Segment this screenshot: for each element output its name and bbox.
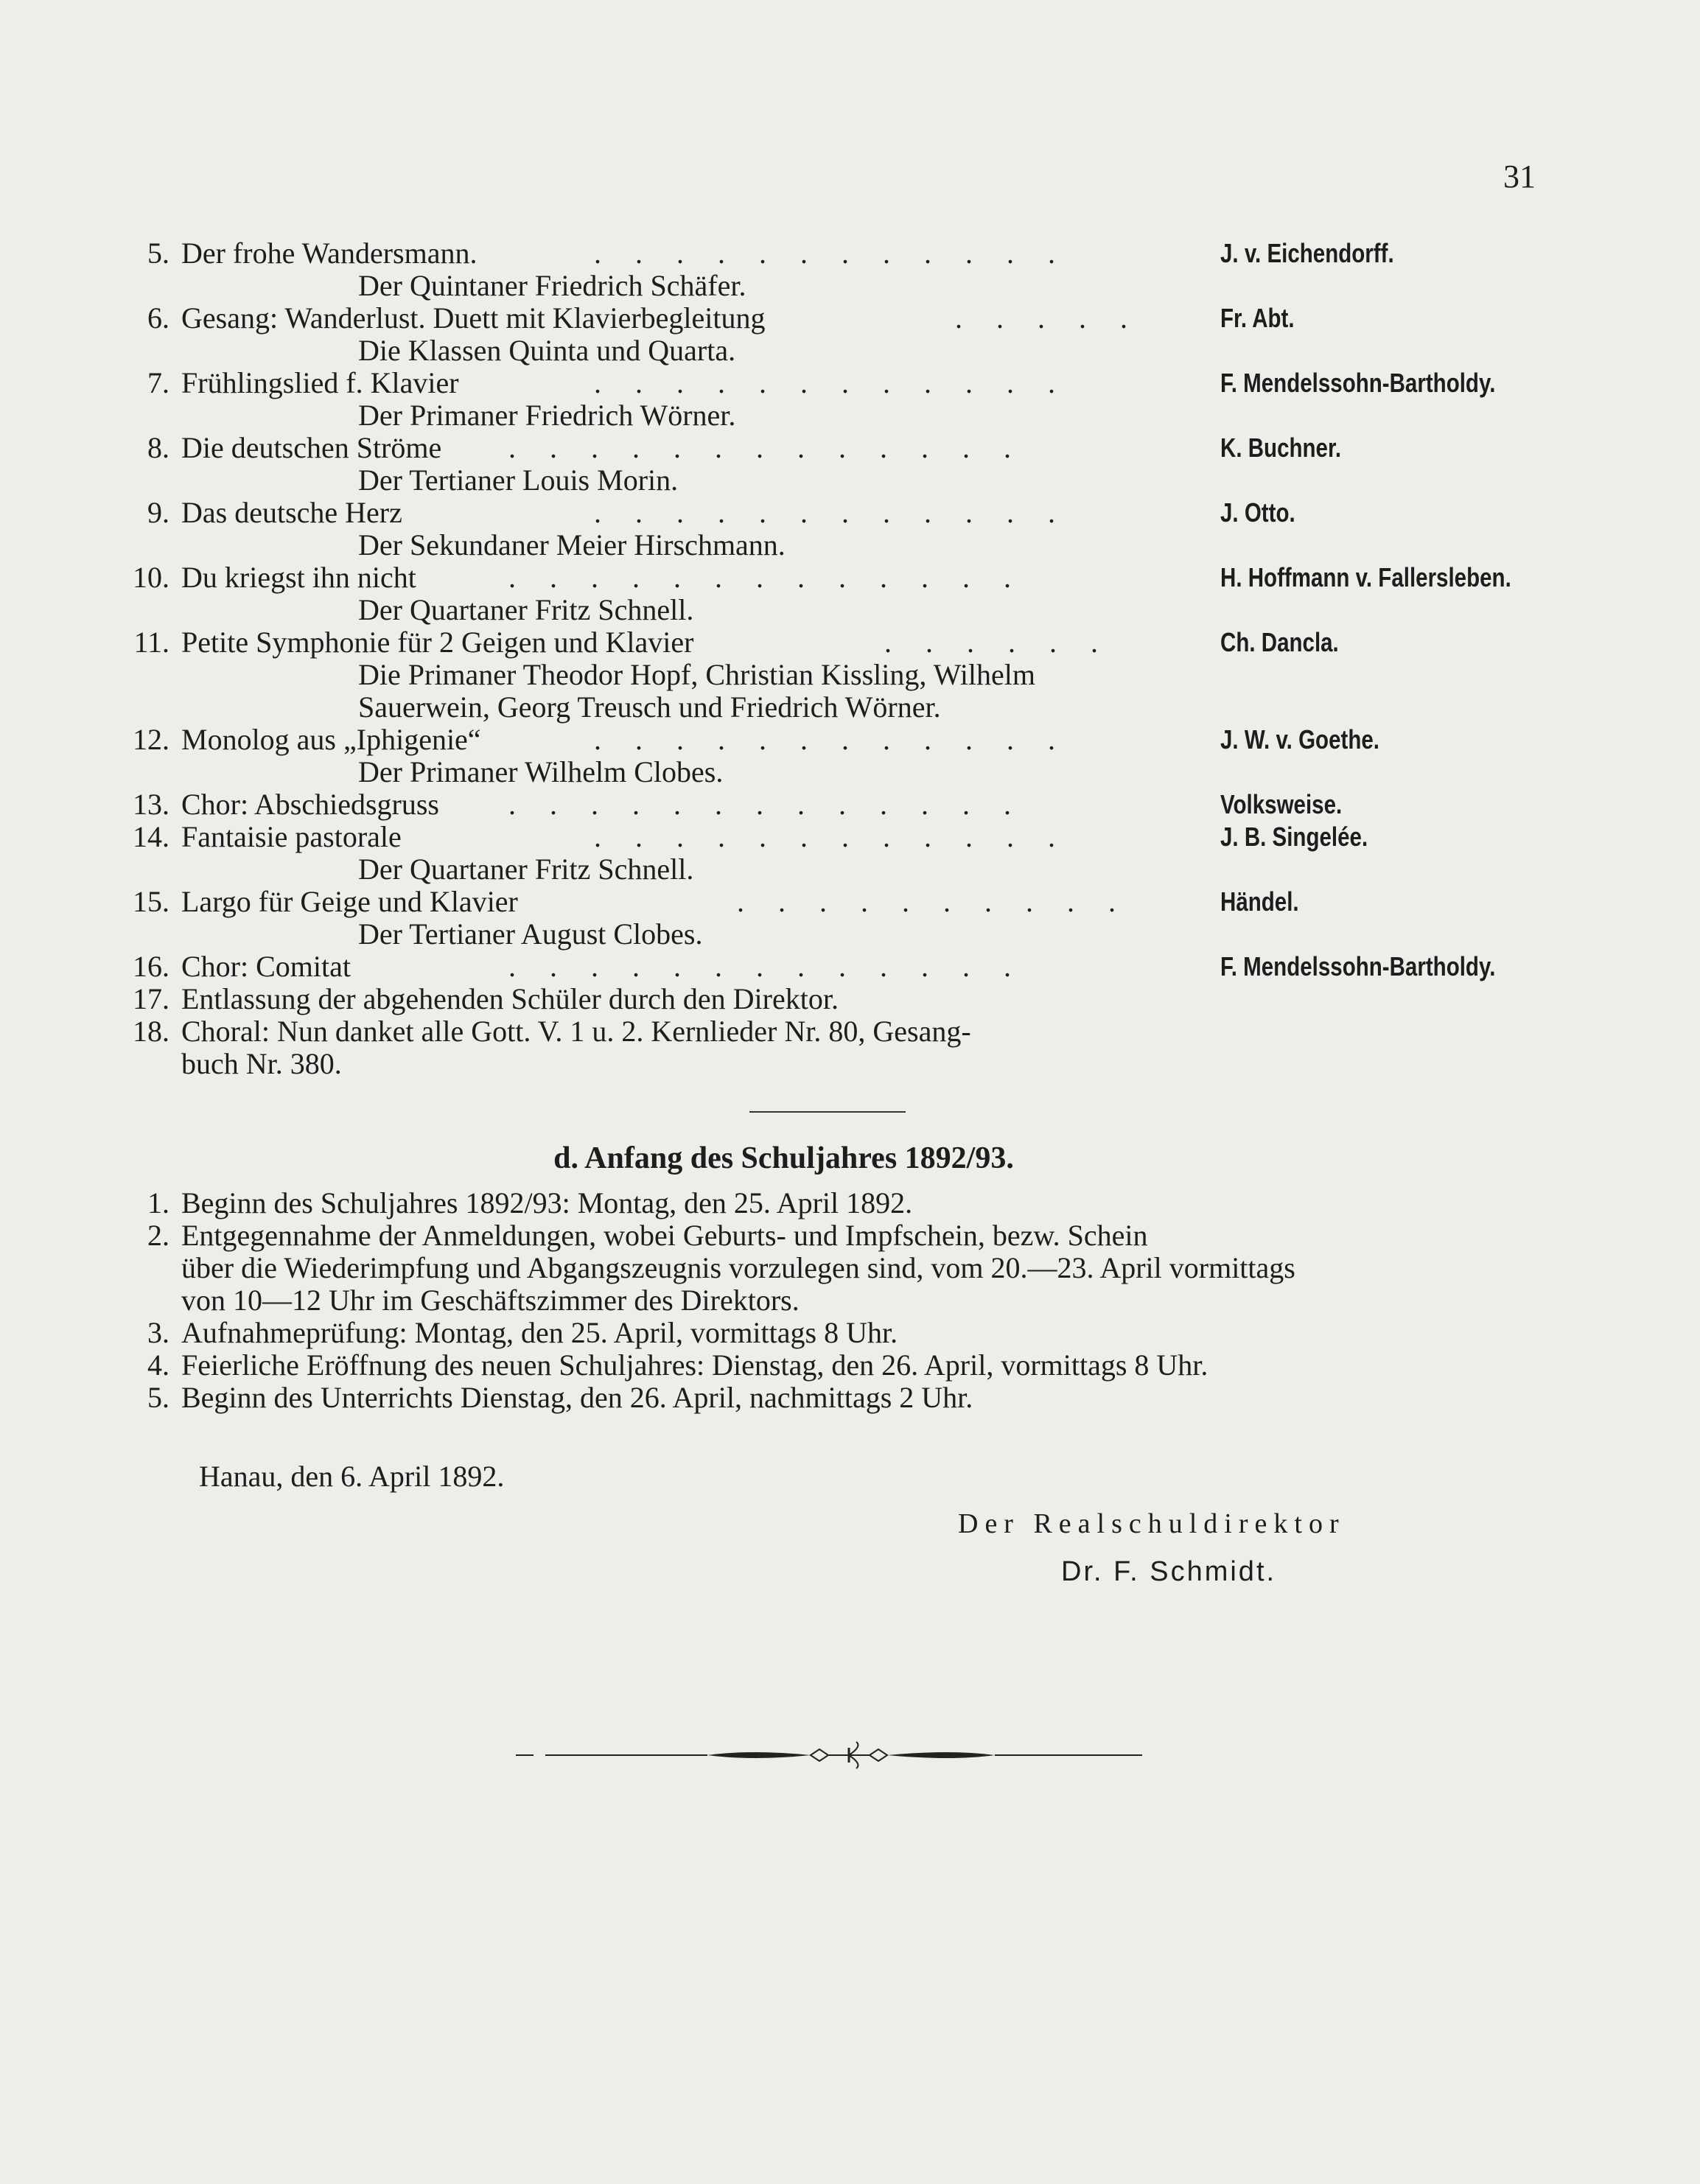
item-performer: Der Tertianer August Clobes. — [358, 917, 703, 951]
item-number: 6. — [147, 301, 169, 335]
item-title: Gesang: Wanderlust. Duett mit Klavierbegleitung — [181, 301, 766, 335]
item-performer: Der Primaner Wilhelm Clobes. — [358, 755, 724, 788]
schedule-text: Beginn des Unterrichts Dienstag, den 26. April, nachmittags 2 Uhr. — [181, 1381, 973, 1414]
item-performer: Der Sekundaner Meier Hirschmann. — [358, 528, 786, 561]
program-item — [0, 302, 1700, 335]
program-item — [0, 951, 1700, 983]
item-number: 18. — [133, 1015, 169, 1048]
item-author: F. Mendelssohn-Bartholdy. — [1220, 951, 1496, 981]
dot-leader: . . . . . . . . . . . . . — [508, 431, 1024, 464]
dot-leader: . . . . . . . . . . . . — [594, 723, 1068, 756]
item-title: Petite Symphonie für 2 Geigen und Klavier — [181, 626, 694, 659]
schedule-number: 5. — [147, 1381, 169, 1414]
schedule-continuation: von 10—12 Uhr im Geschäftszimmer des Direktors. — [181, 1284, 800, 1317]
item-number: 12. — [133, 723, 169, 756]
item-performer: Der Quartaner Fritz Schnell. — [358, 853, 694, 886]
item-number: 8. — [147, 431, 169, 464]
place-date: Hanau, den 6. April 1892. — [199, 1460, 505, 1493]
program-item — [0, 983, 1700, 1015]
schedule-number: 4. — [147, 1348, 169, 1382]
item-author: Fr. Abt. — [1220, 303, 1295, 333]
dot-leader: . . . . . . . . . . . . — [594, 496, 1068, 529]
signature-name: Dr. F. Schmidt. — [1061, 1556, 1277, 1587]
schedule-item — [0, 1349, 1700, 1382]
item-author: Volksweise. — [1220, 789, 1343, 819]
schedule-list — [0, 1187, 1700, 1414]
item-performer: Der Quartaner Fritz Schnell. — [358, 593, 694, 626]
item-performer: Der Quintaner Friedrich Schäfer. — [358, 269, 746, 302]
item-performer: Der Tertianer Louis Morin. — [358, 463, 679, 497]
schedule-text: Beginn des Schuljahres 1892/93: Montag, den 25. April 1892. — [181, 1186, 913, 1219]
item-author: J. W. v. Goethe. — [1220, 724, 1379, 755]
item-author: Ch. Dancla. — [1220, 627, 1339, 657]
item-title: Die deutschen Ströme — [181, 431, 442, 464]
signature-role: Der Realschuldirektor — [958, 1508, 1346, 1539]
section-heading: d. Anfang des Schuljahres 1892/93. — [553, 1141, 1014, 1175]
dot-leader: . . . . . . . . . . . . — [594, 366, 1068, 399]
schedule-item — [0, 1317, 1700, 1349]
dot-leader: . . . . . . — [884, 626, 1111, 659]
dot-leader: . . . . . . . . . . . . . — [508, 561, 1024, 594]
program-item — [0, 1015, 1700, 1048]
item-title: Du kriegst ihn nicht — [181, 561, 416, 594]
item-number: 16. — [133, 950, 169, 983]
program-item — [0, 237, 1700, 270]
item-author: J. v. Eichendorff. — [1220, 238, 1394, 268]
item-title: Monolog aus „Iphigenie“ — [181, 723, 481, 756]
program-item — [0, 821, 1700, 853]
schedule-item — [0, 1382, 1700, 1414]
program-item — [0, 724, 1700, 756]
item-performer: Sauerwein, Georg Treusch und Friedrich Wörner. — [358, 690, 941, 724]
item-number: 7. — [147, 366, 169, 399]
dot-leader: . . . . . — [955, 301, 1141, 335]
item-author: K. Buchner. — [1220, 433, 1342, 463]
item-title: Fantaisie pastorale — [181, 820, 402, 853]
dot-leader: . . . . . . . . . . — [737, 885, 1129, 918]
dot-leader: . . . . . . . . . . . . . — [508, 788, 1024, 821]
item-number: 11. — [133, 626, 169, 659]
item-author: Händel. — [1220, 886, 1299, 917]
schedule-number: 3. — [147, 1316, 169, 1349]
item-number: 9. — [147, 496, 169, 529]
item-number: 10. — [133, 561, 169, 594]
schedule-item — [0, 1219, 1700, 1252]
item-title: Largo für Geige und Klavier — [181, 885, 518, 918]
item-number: 5. — [147, 237, 169, 270]
ornament-rule — [516, 1740, 1150, 1770]
schedule-item — [0, 1187, 1700, 1219]
item-number: 14. — [133, 820, 169, 853]
dot-leader: . . . . . . . . . . . . . — [508, 950, 1024, 983]
item-performer: Die Primaner Theodor Hopf, Christian Kissling, Wilhelm — [358, 658, 1036, 691]
schedule-text: Entgegennahme der Anmeldungen, wobei Geburts- und Impfschein, bezw. Schein — [181, 1219, 1148, 1252]
program-item — [0, 432, 1700, 464]
section-divider — [749, 1111, 906, 1113]
dot-leader: . . . . . . . . . . . . — [594, 820, 1068, 853]
schedule-text: Feierliche Eröffnung des neuen Schuljahres: Dienstag, den 26. April, vormittags 8 Uhr. — [181, 1348, 1208, 1382]
item-author: H. Hoffmann v. Fallersleben. — [1220, 562, 1511, 592]
schedule-number: 1. — [147, 1186, 169, 1219]
schedule-text: Aufnahmeprüfung: Montag, den 25. April, vormittags 8 Uhr. — [181, 1316, 898, 1349]
item-author: J. Otto. — [1220, 497, 1295, 528]
item-number: 13. — [133, 788, 169, 821]
program-item — [0, 788, 1700, 821]
program-item — [0, 497, 1700, 529]
program-item — [0, 367, 1700, 399]
program-item — [0, 626, 1700, 659]
page-number: 31 — [1503, 158, 1536, 195]
program-list — [0, 237, 1700, 1080]
item-title: Frühlingslied f. Klavier — [181, 366, 459, 399]
item-continuation: buch Nr. 380. — [181, 1047, 342, 1080]
item-author: J. B. Singelée. — [1220, 822, 1368, 852]
item-title: Entlassung der abgehenden Schüler durch den Direktor. — [181, 982, 839, 1015]
dot-leader: . . . . . . . . . . . . — [594, 237, 1068, 270]
program-item — [0, 561, 1700, 594]
item-title: Chor: Abschiedsgruss — [181, 788, 439, 821]
item-title: Das deutsche Herz — [181, 496, 402, 529]
item-number: 15. — [133, 885, 169, 918]
schedule-number: 2. — [147, 1219, 169, 1252]
item-title: Choral: Nun danket alle Gott. V. 1 u. 2. Kernlieder Nr. 80, Gesang- — [181, 1015, 971, 1048]
item-author: F. Mendelssohn-Bartholdy. — [1220, 368, 1496, 398]
item-number: 17. — [133, 982, 169, 1015]
item-performer: Die Klassen Quinta und Quarta. — [358, 334, 736, 367]
item-title: Der frohe Wandersmann. — [181, 237, 478, 270]
schedule-continuation: über die Wiederimpfung und Abgangszeugnis vorzulegen sind, vom 20.—23. April vormittags — [181, 1251, 1295, 1284]
program-item — [0, 886, 1700, 918]
item-performer: Der Primaner Friedrich Wörner. — [358, 399, 736, 432]
item-title: Chor: Comitat — [181, 950, 351, 983]
